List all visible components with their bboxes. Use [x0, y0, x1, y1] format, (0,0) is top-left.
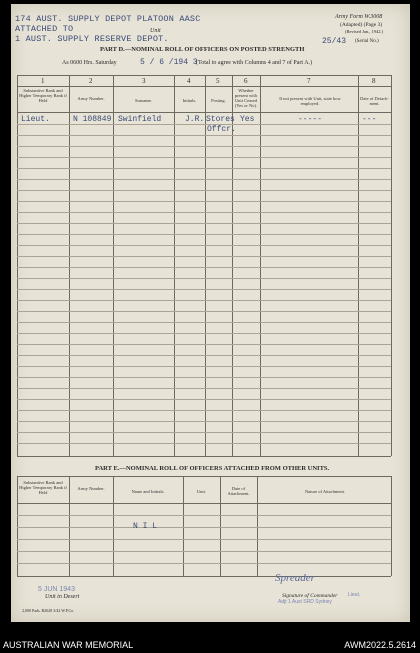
- row-initials: J.R.: [185, 115, 205, 124]
- signature: Spreader: [275, 572, 315, 584]
- col-header-initials: Initials.: [182, 98, 197, 103]
- unit-line-2: ATTACHED TO: [15, 24, 74, 34]
- part-e-row-rule: [17, 527, 391, 528]
- row-rank: Lieut.: [21, 115, 50, 124]
- col-number-3: 3: [142, 77, 146, 85]
- row-rule: [17, 388, 391, 389]
- part-e-row-rule: [17, 539, 391, 540]
- serial-label: (Serial No.): [355, 39, 379, 44]
- col-number-8: 8: [372, 77, 376, 85]
- serial-number: 25/43: [322, 37, 347, 46]
- e-col-header-army-number: Army Number.: [77, 486, 105, 491]
- row-rule: [17, 168, 391, 169]
- row-rule: [17, 179, 391, 180]
- col-header-surname: Surname.: [134, 98, 153, 103]
- e-col-header-unit: Unit.: [196, 489, 207, 494]
- e-col-header-date: Date of Attachment.: [227, 486, 250, 496]
- row-rule: [17, 377, 391, 378]
- col-header-employed: If not present with Unit, state how employed.: [279, 96, 341, 106]
- col-number-7: 7: [307, 77, 311, 85]
- archive-name: AUSTRALIAN WAR MEMORIAL: [3, 640, 134, 650]
- form-page: (Adapted) (Page 3): [340, 22, 383, 28]
- part-e-title: PART E.—NOMINAL ROLL OF OFFICERS ATTACHED FROM OTHER UNITS.: [95, 465, 330, 472]
- row-rule: [17, 157, 391, 158]
- archive-footer: [0, 632, 420, 653]
- e-col-header-rank: Substantive Rank and Higher Temporary Rank if Held: [19, 480, 67, 495]
- col-number-6: 6: [244, 77, 248, 85]
- row-rule: [17, 135, 391, 136]
- part-e-row-rule: [17, 551, 391, 552]
- part-e-col-border: [183, 476, 184, 576]
- part-d-title: PART D.—NOMINAL ROLL OF OFFICERS ON POSTED STRENGTH: [100, 46, 305, 53]
- part-e-col-border: [69, 476, 70, 576]
- part-e-row-rule: [17, 563, 391, 564]
- row-rule: [17, 322, 391, 323]
- archive-id: AWM2022.5.2614: [344, 640, 416, 650]
- row-rule: [17, 124, 391, 125]
- row-posting-cont: Offcr.: [207, 125, 236, 134]
- row-present: Yes: [240, 115, 255, 124]
- stamp-rank: Lieut.: [348, 592, 361, 598]
- column-number-rule: [17, 86, 391, 87]
- part-e-top-border: [17, 476, 391, 477]
- row-rule: [17, 245, 391, 246]
- row-army-number: N 108849: [73, 115, 112, 124]
- row-rule: [17, 267, 391, 268]
- row-rule: [17, 311, 391, 312]
- part-e-nil: N I L: [133, 522, 158, 531]
- part-e-row-rule: [17, 515, 391, 516]
- col-header-present: Whether present with Unit Ceased (Yes or No).: [234, 88, 258, 108]
- col-number-4: 4: [187, 77, 191, 85]
- row-rule: [17, 333, 391, 334]
- col-number-5: 5: [216, 77, 220, 85]
- col-header-rank: Substantive Rank and Higher Temporary Rank if Held: [19, 88, 67, 103]
- date-stamp: 5 JUN 1943: [38, 586, 75, 593]
- signature-label: Signature of Commander: [282, 593, 338, 599]
- date-value: 5 / 6 /194 3: [140, 58, 198, 67]
- table-top-border: [17, 75, 391, 76]
- form-revision: (Revised Jan., 1942.): [345, 29, 384, 34]
- header-bottom-rule: [17, 112, 391, 113]
- print-note: 2,000 Pads. B2028 3/42 W.P.Co.: [22, 608, 75, 613]
- row-rule: [17, 300, 391, 301]
- row-rule: [17, 146, 391, 147]
- row-surname: Swinfield: [118, 115, 162, 124]
- form-number: Army Form W.3008: [335, 14, 383, 20]
- part-e-col-border: [17, 476, 18, 576]
- row-rule: [17, 410, 391, 411]
- row-rule: [17, 190, 391, 191]
- part-e-col-border: [113, 476, 114, 576]
- part-e-col-border: [220, 476, 221, 576]
- row-rule: [17, 234, 391, 235]
- part-e-col-border: [391, 476, 392, 576]
- e-col-header-name: Name and Initials.: [131, 489, 165, 494]
- table-bottom-border: [17, 456, 391, 457]
- row-rule: [17, 399, 391, 400]
- row-rule: [17, 432, 391, 433]
- unit-line-3: 1 AUST. SUPPLY RESERVE DEPOT.: [15, 34, 169, 44]
- col-border-right: [391, 75, 392, 456]
- col-header-posting: Posting.: [211, 98, 226, 103]
- row-detachment: ---: [362, 115, 377, 124]
- date-note: (Total to agree with Columns 4 and 7 of Part A.): [196, 60, 313, 66]
- col-number-2: 2: [89, 77, 93, 85]
- stamp-unit: Adjt 1 Aust SRD Sydney: [278, 599, 332, 605]
- row-rule: [17, 421, 391, 422]
- row-rule: [17, 212, 391, 213]
- row-rule: [17, 223, 391, 224]
- col-header-detachment: Date of Detach-ment.: [360, 96, 389, 106]
- part-e-bottom-border: [17, 576, 391, 577]
- row-rule: [17, 355, 391, 356]
- row-rule: [17, 201, 391, 202]
- row-rule: [17, 256, 391, 257]
- row-rule: [17, 344, 391, 345]
- date-prefix: As 0600 Hrs. Saturday: [62, 60, 117, 66]
- row-rule: [17, 443, 391, 444]
- part-e-col-border: [257, 476, 258, 576]
- row-employed: -----: [298, 115, 323, 124]
- e-col-header-nature: Nature of Attachment.: [304, 489, 346, 494]
- unit-line-1: 174 AUST. SUPPLY DEPOT PLATOON AASC: [15, 14, 201, 24]
- row-rule: [17, 366, 391, 367]
- row-rule: [17, 289, 391, 290]
- unit-label: Unit: [150, 28, 161, 34]
- row-posting: Stores: [206, 115, 235, 124]
- part-e-header-rule: [17, 503, 391, 504]
- place-label: Unit in Desert: [45, 594, 80, 600]
- col-header-army-number: Army Number.: [77, 96, 105, 101]
- col-number-1: 1: [41, 77, 45, 85]
- row-rule: [17, 278, 391, 279]
